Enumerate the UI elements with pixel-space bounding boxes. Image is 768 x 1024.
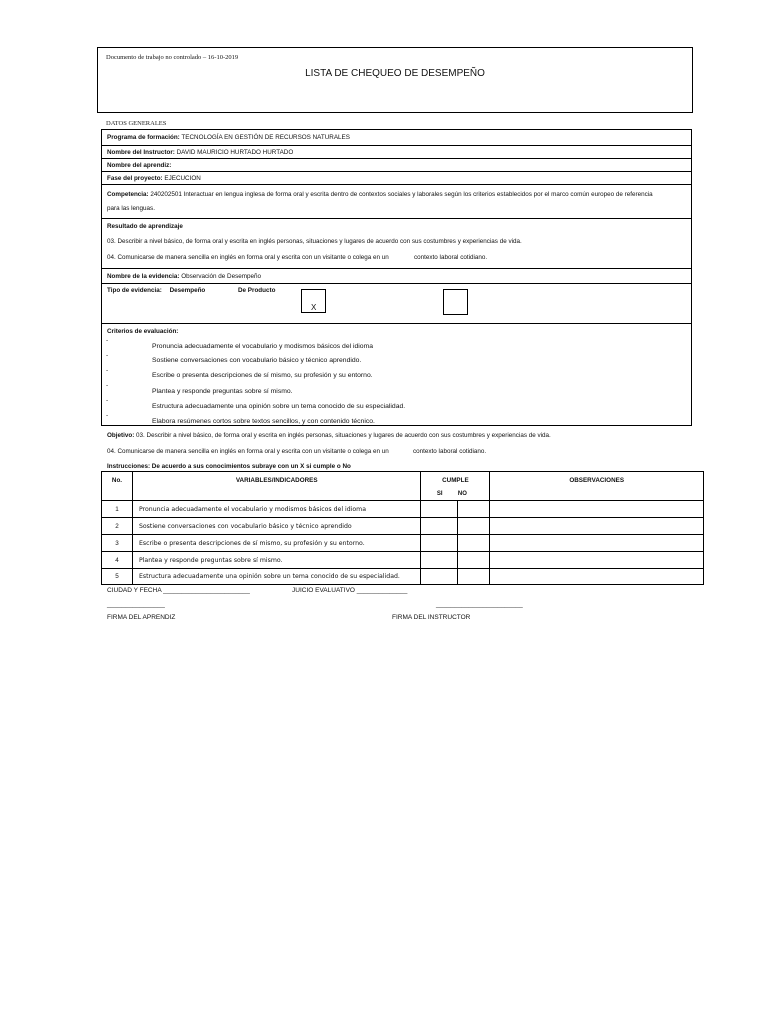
criterio-item: Estructura adecuadamente una opinión sobre un tema conocido de su especialidad. (152, 403, 406, 410)
competencia-value: 240202501 Interactuar en lengua inglesa de forma oral y escrita dentro de contextos sociales y laborales según los criterios establecidos por el marco común europeo de referencia (150, 191, 653, 198)
observaciones-cell[interactable] (490, 552, 704, 569)
si-cell[interactable] (421, 569, 458, 585)
criterio-bullet: - (106, 352, 109, 359)
col-header-si: SI (421, 489, 458, 501)
ciudad-fecha-field: CIUDAD Y FECHA ________________________ (107, 587, 250, 594)
desempeno-checkbox[interactable] (301, 289, 326, 313)
si-cell[interactable] (421, 552, 458, 569)
col-header-no: No. (102, 472, 133, 501)
si-cell[interactable] (421, 535, 458, 552)
criterio-item: Escribe o presenta descripciones de sí mismo, su profesión y su entorno. (152, 372, 373, 379)
resultado-item-1: 03. Describir a nivel básico, de forma oral y escrita en inglés personas, situaciones y lugares de acuerdo con sus costumbres y experiencias de vida. (107, 238, 522, 245)
no-cell[interactable] (458, 501, 490, 518)
fase-row (107, 175, 201, 182)
firma-instructor-label: FIRMA DEL INSTRUCTOR (392, 614, 471, 621)
objetivo-row (107, 432, 551, 439)
row-number: 1 (102, 501, 133, 518)
row-number: 4 (102, 552, 133, 569)
observaciones-cell[interactable] (490, 501, 704, 518)
competencia-label: Competencia: (107, 191, 149, 198)
resultado-item-2: 04. Comunicarse de manera sencilla en inglés en forma oral y escrita con un visitante o colega en un (107, 254, 389, 261)
criterio-bullet: - (106, 337, 109, 344)
table-header-row (102, 472, 704, 489)
criterio-item: Sostiene conversaciones con vocabulario básico y técnico aprendido. (152, 357, 362, 364)
no-cell[interactable] (458, 535, 490, 552)
instructor-value: DAVID MAURICIO HURTADO HURTADO (176, 149, 294, 156)
observaciones-cell[interactable] (490, 569, 704, 585)
programa-row (107, 134, 350, 141)
evidencia-label: Nombre de la evidencia: (107, 273, 180, 280)
fase-label: Fase del proyecto: (107, 175, 163, 182)
criterio-bullet: - (106, 412, 109, 419)
aprendiz-label: Nombre del aprendiz: (107, 162, 172, 169)
tipo-desempeno-label: Desempeño (169, 287, 206, 294)
document-header (97, 47, 693, 113)
page-title: LISTA DE CHEQUEO DE DESEMPEÑO (305, 68, 485, 79)
programa-label: Programa de formación: (107, 134, 180, 141)
indicator-text: Estructura adecuadamente una opinión sobre un tema conocido de su especialidad. (132, 569, 421, 585)
row-number: 5 (102, 569, 133, 585)
objetivo-value-2-cont: contexto laboral cotidiano. (413, 448, 487, 455)
objetivo-label: Objetivo: (107, 432, 135, 439)
table-row (102, 518, 704, 535)
criterios-label: Criterios de evaluación: (107, 328, 179, 335)
tipo-row (107, 287, 205, 294)
general-data-grid (101, 129, 692, 426)
table-row (102, 552, 704, 569)
evidencia-value: Observación de Desempeño (181, 273, 262, 280)
col-header-observaciones: OBSERVACIONES (490, 472, 704, 501)
instructor-label: Nombre del Instructor: (107, 149, 175, 156)
indicators-table (101, 471, 704, 585)
tipo-producto-label: De Producto (238, 287, 276, 294)
instructor-row (107, 149, 293, 156)
document-control-note: Documento de trabajo no controlado – 16-10-2019 (106, 54, 239, 61)
instructions-text: Instrucciones: De acuerdo a sus conocimientos subraye con un X si cumple o No (107, 463, 351, 470)
criterio-bullet: - (106, 382, 109, 389)
table-row (102, 535, 704, 552)
fase-value: EJECUCION (164, 175, 201, 182)
col-header-cumple: CUMPLE (421, 472, 490, 489)
criterio-item: Elabora resúmenes cortos sobre textos sencillos, y con contenido técnico. (152, 418, 375, 425)
observaciones-cell[interactable] (490, 518, 704, 535)
no-cell[interactable] (458, 552, 490, 569)
criterio-bullet: - (106, 367, 109, 374)
observaciones-cell[interactable] (490, 535, 704, 552)
evidencia-row (107, 273, 261, 280)
resultado-item-2-cont: contexto laboral cotidiano. (414, 254, 488, 261)
juicio-evaluativo-field: JUICIO EVALUATIVO ______________ (292, 587, 408, 594)
desempeno-check-mark: X (311, 303, 317, 312)
criterio-item: Pronuncia adecuadamente el vocabulario y modismos básicos del idioma (152, 343, 374, 350)
criterio-item: Plantea y responde preguntas sobre sí mismo. (152, 388, 293, 395)
objetivo-value-2: 04. Comunicarse de manera sencilla en inglés en forma oral y escrita con un visitante o colega en un (107, 448, 389, 455)
criterio-bullet: - (106, 397, 109, 404)
tipo-label: Tipo de evidencia: (107, 287, 162, 294)
col-header-no-option: NO (458, 489, 490, 501)
table-row (102, 569, 704, 585)
indicator-text: Sostiene conversaciones con vocabulario básico y técnico aprendido (132, 518, 421, 535)
competencia-row (107, 191, 653, 198)
producto-checkbox[interactable] (443, 289, 468, 315)
objetivo-value: 03. Describir a nivel básico, de forma oral y escrita en inglés personas, situaciones y lugares de acuerdo con sus costumbres y experiencias de vida. (136, 432, 551, 439)
indicator-text: Plantea y responde preguntas sobre sí mismo. (132, 552, 421, 569)
no-cell[interactable] (458, 569, 490, 585)
col-header-variables: VARIABLES/INDICADORES (132, 472, 421, 501)
row-number: 2 (102, 518, 133, 535)
si-cell[interactable] (421, 501, 458, 518)
firma-instructor-line: ________________________ (436, 601, 523, 608)
resultado-label: Resultado de aprendizaje (107, 223, 183, 230)
row-number: 3 (102, 535, 133, 552)
si-cell[interactable] (421, 518, 458, 535)
competencia-value-cont: para las lenguas. (107, 205, 155, 212)
no-cell[interactable] (458, 518, 490, 535)
indicator-text: Escribe o presenta descripciones de sí mismo, su profesión y su entorno. (132, 535, 421, 552)
programa-value: TECNOLOGÍA EN GESTIÓN DE RECURSOS NATURALES (181, 134, 350, 141)
indicator-text: Pronuncia adecuadamente el vocabulario y modismos básicos del idioma (132, 501, 421, 518)
firma-aprendiz-label: FIRMA DEL APRENDIZ (107, 614, 176, 621)
table-row (102, 501, 704, 518)
section-title-datos-generales: DATOS GENERALES (106, 120, 167, 127)
firma-aprendiz-line: ________________ (107, 601, 165, 608)
